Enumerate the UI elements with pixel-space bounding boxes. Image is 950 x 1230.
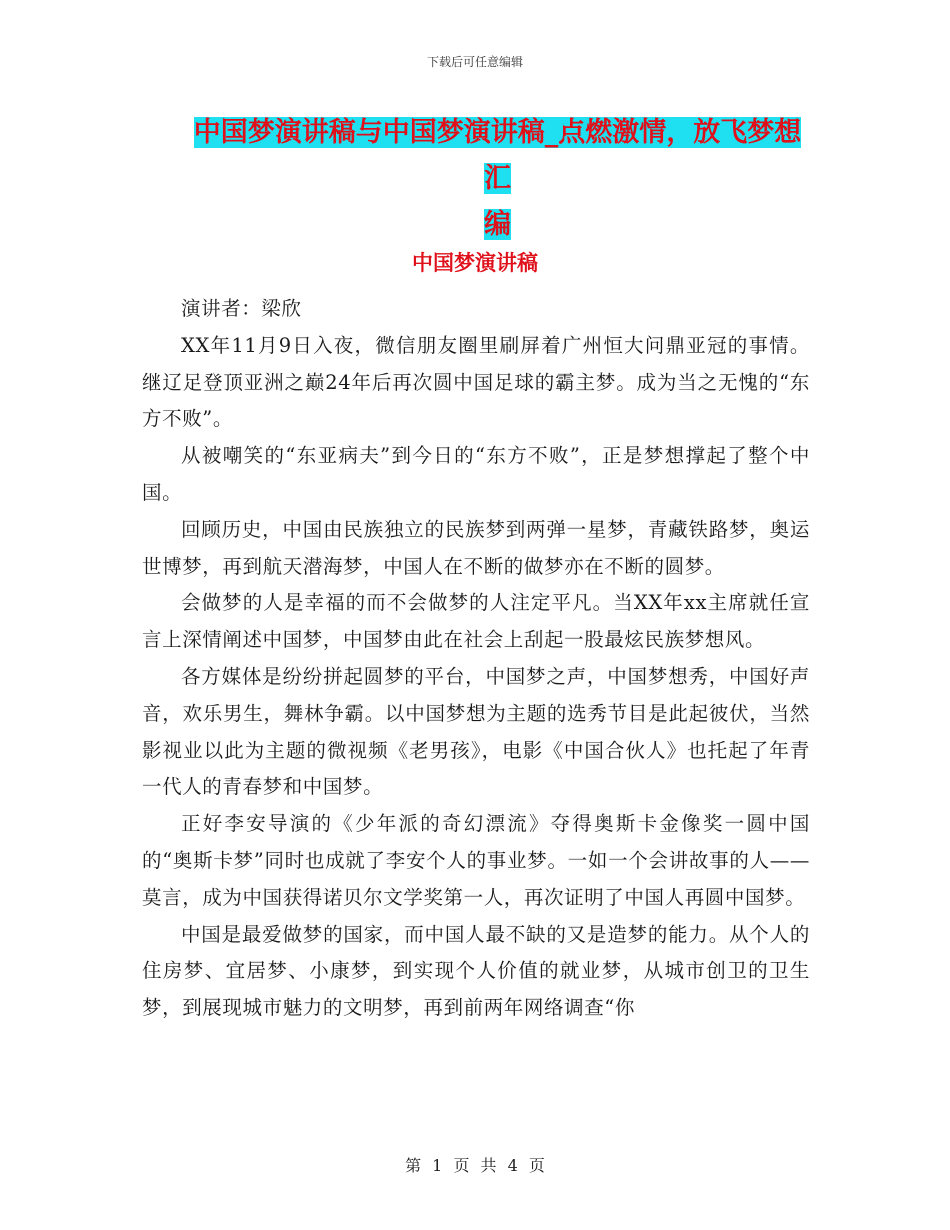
document-title-line-2: 编 bbox=[484, 209, 511, 240]
header-note: 下载后可任意编辑 bbox=[426, 55, 523, 69]
paragraph: 从被嘲笑的“东亚病夫”到今日的“东方不败”，正是梦想撑起了整个中国。 bbox=[142, 444, 810, 504]
section-heading: 中国梦演讲稿 bbox=[412, 251, 538, 275]
page-footer: 第 1 页 共 4 页 bbox=[405, 1156, 545, 1175]
paragraph: 各方媒体是纷纷拼起圆梦的平台，中国梦之声，中国梦想秀，中国好声音，欢乐男生，舞林争霸。以中国梦想为主题的选秀节目是此起彼伏，当然影视业以此为主题的微视频《老男孩》，电影《中国合伙人》也托起了年青一代人的青春梦和中国梦。 bbox=[142, 664, 810, 799]
paragraph: 会做梦的人是幸福的而不会做梦的人注定平凡。当XX年xx主席就任宣言上深情阐述中国梦，中国梦由此在社会上刮起一股最炫民族梦想风。 bbox=[142, 591, 810, 652]
paragraph: 中国是最爱做梦的国家，而中国人最不缺的又是造梦的能力。从个人的住房梦、宜居梦、小康梦，到实现个人价值的就业梦，从城市创卫的卫生梦，到展现城市魅力的文明梦，再到前两年网络调查“你 bbox=[142, 922, 810, 1020]
paragraph-speaker: 演讲者：梁欣 bbox=[181, 297, 302, 320]
document-title-line-1: 中国梦演讲稿与中国梦演讲稿_点燃激情，放飞梦想汇 bbox=[193, 117, 802, 194]
paragraph: 回顾历史，中国由民族独立的民族梦到两弹一星梦，青藏铁路梦，奥运世博梦，再到航天潜海梦，中国人在不断的做梦亦在不断的圆梦。 bbox=[142, 517, 810, 578]
body-text bbox=[142, 291, 810, 1027]
document-title bbox=[185, 110, 810, 248]
paragraph: XX年11月9日入夜，微信朋友圈里刷屏着广州恒大问鼎亚冠的事情。继辽足登顶亚洲之巅24年后再次圆中国足球的霸主梦。成为当之无愧的“东方不败”。 bbox=[142, 333, 810, 431]
paragraph: 正好李安导演的《少年派的奇幻漂流》夺得奥斯卡金像奖一圆中国的“奥斯卡梦”同时也成就了李安个人的事业梦。一如一个会讲故事的人——莫言，成为中国获得诺贝尔文学奖第一人，再次证明了中国人再圆中国梦。 bbox=[142, 812, 810, 909]
